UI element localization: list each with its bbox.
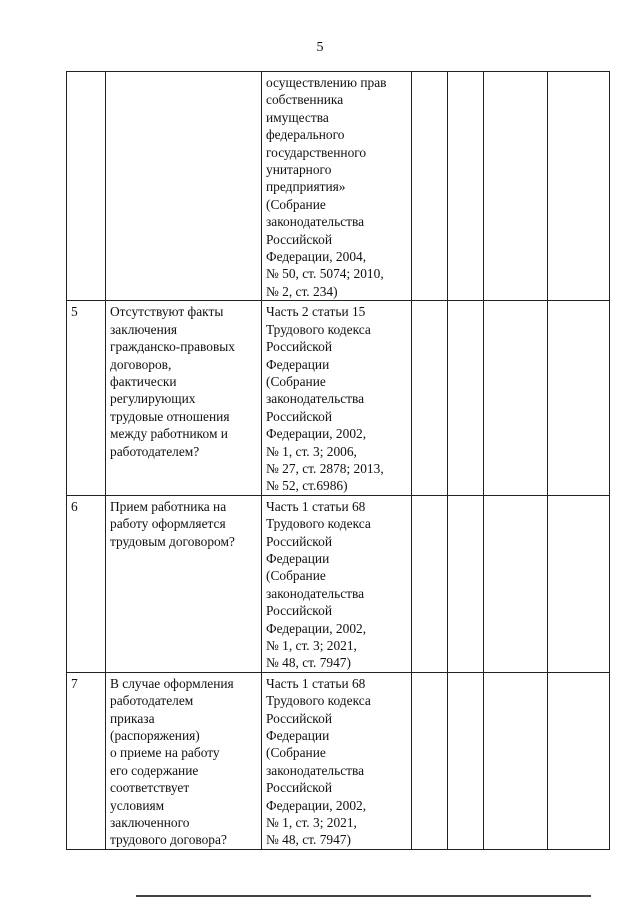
not-applicable-cell (484, 72, 548, 301)
answer-yes-cell (412, 72, 448, 301)
answer-yes-cell (412, 672, 448, 849)
answer-yes-cell (412, 301, 448, 495)
page-edge-line (136, 895, 591, 897)
answer-no-cell (448, 672, 484, 849)
requirement-cell: Часть 2 статьи 15 Трудового кодекса Российской Федерации (Собрание законодательства Российской Федерации, 2002, № 1, ст. 3; 2006, № 27, ст. 2878; 2013, № 52, ст.6986) (262, 301, 412, 495)
requirement-cell: Часть 1 статьи 68 Трудового кодекса Российской Федерации (Собрание законодательства Российской Федерации, 2002, № 1, ст. 3; 2021, № 48, ст. 7947) (262, 672, 412, 849)
question-cell: Отсутствуют факты заключения гражданско-правовых договоров, фактически регулирующих трудовые отношения между работником и работодателем? (106, 301, 262, 495)
row-number-cell: 7 (67, 672, 106, 849)
page-number: 5 (316, 40, 324, 55)
row-number-cell: 6 (67, 495, 106, 672)
question-cell: Прием работника на работу оформляется трудовым договором? (106, 495, 262, 672)
question-cell (106, 72, 262, 301)
note-cell (548, 301, 610, 495)
row-number-cell (67, 72, 106, 301)
checklist-table (66, 71, 610, 850)
requirement-cell: осуществлению прав собственника имущества федерального государственного унитарного предприятия» (Собрание законодательства Российской Федерации, 2004, № 50, ст. 5074; 2010, № 2, ст. 234) (262, 72, 412, 301)
not-applicable-cell (484, 301, 548, 495)
table-row (67, 301, 610, 495)
table-row (67, 495, 610, 672)
note-cell (548, 672, 610, 849)
note-cell (548, 72, 610, 301)
question-cell: В случае оформления работодателем приказа (распоряжения) о приеме на работу его содержание соответствует условиям заключенного трудового договора? (106, 672, 262, 849)
not-applicable-cell (484, 672, 548, 849)
answer-no-cell (448, 301, 484, 495)
answer-no-cell (448, 72, 484, 301)
requirement-cell: Часть 1 статьи 68 Трудового кодекса Российской Федерации (Собрание законодательства Российской Федерации, 2002, № 1, ст. 3; 2021, № 48, ст. 7947) (262, 495, 412, 672)
table-row (67, 72, 610, 301)
table-row (67, 672, 610, 849)
not-applicable-cell (484, 495, 548, 672)
answer-yes-cell (412, 495, 448, 672)
note-cell (548, 495, 610, 672)
row-number-cell: 5 (67, 301, 106, 495)
answer-no-cell (448, 495, 484, 672)
